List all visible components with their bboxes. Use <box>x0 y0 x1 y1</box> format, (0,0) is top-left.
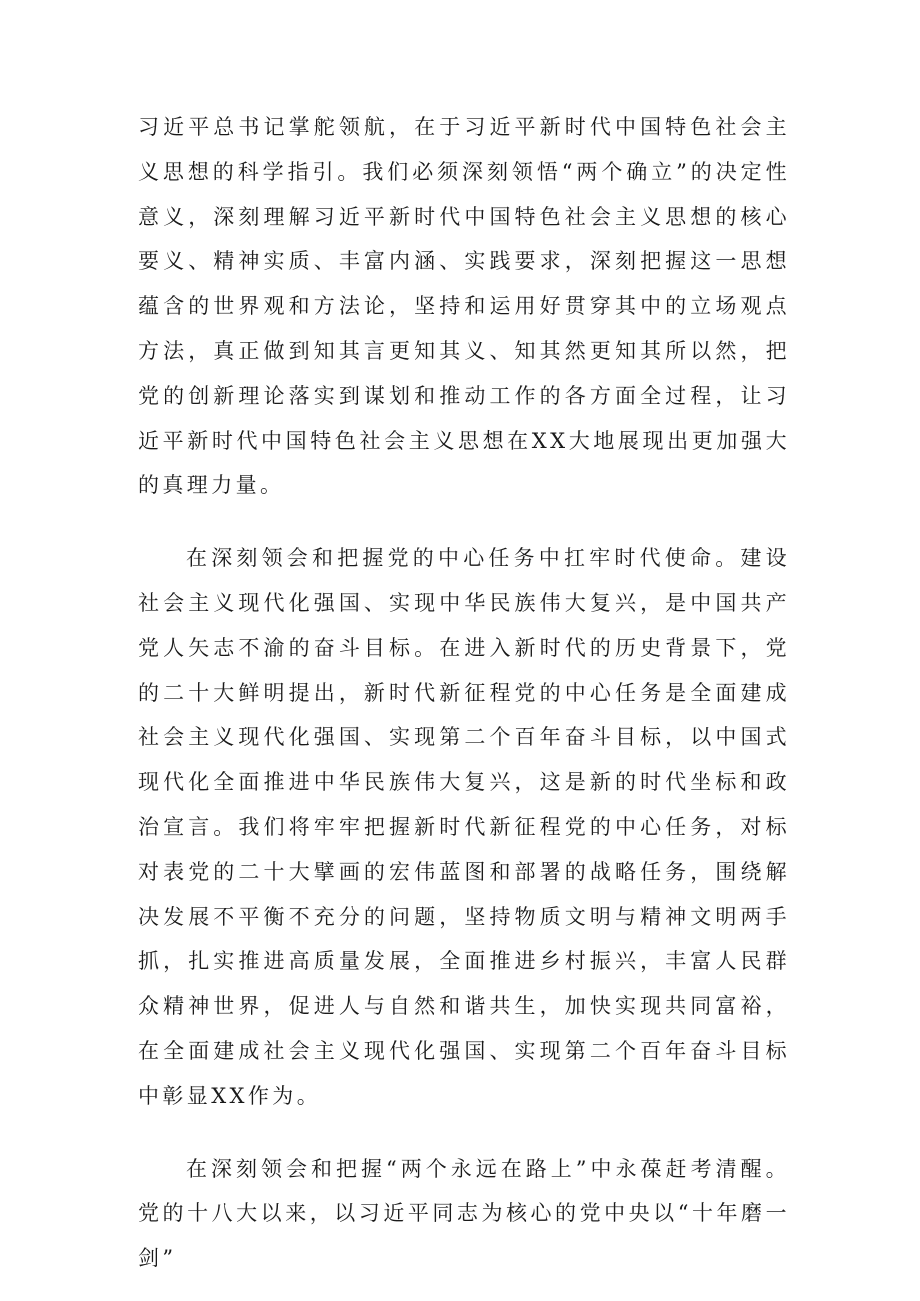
document-body <box>138 105 790 1281</box>
paragraph-1: 习近平总书记掌舵领航，在于习近平新时代中国特色社会主义思想的科学指引。我们必须深刻领悟“两个确立”的决定性意义，深刻理解习近平新时代中国特色社会主义思想的核心要义、精神实质、丰富内涵、实践要求，深刻把握这一思想蕴含的世界观和方法论，坚持和运用好贯穿其中的立场观点方法，真正做到知其言更知其义、知其然更知其所以然，把党的创新理论落实到谋划和推动工作的各方面全过程，让习近平新时代中国特色社会主义思想在XX大地展现出更加强大的真理力量。 <box>138 115 790 498</box>
paragraph-3: 在深刻领会和把握“两个永远在路上”中永葆赶考清醒。党的十八大以来，以习近平同志为核心的党中央以“十年磨一剑” <box>138 1156 790 1271</box>
paragraph-2: 在深刻领会和把握党的中心任务中扛牢时代使命。建设社会主义现代化强国、实现中华民族伟大复兴，是中国共产党人矢志不渝的奋斗目标。在进入新时代的历史背景下，党的二十大鲜明提出，新时代新征程党的中心任务是全面建成社会主义现代化强国、实现第二个百年奋斗目标，以中国式现代化全面推进中华民族伟大复兴，这是新的时代坐标和政治宣言。我们将牢牢把握新时代新征程党的中心任务，对标对表党的二十大擘画的宏伟蓝图和部署的战略任务，围绕解决发展不平衡不充分的问题，坚持物质文明与精神文明两手抓，扎实推进高质量发展，全面推进乡村振兴，丰富人民群众精神世界，促进人与自然和谐共生，加快实现共同富裕，在全面建成社会主义现代化强国、实现第二个百年奋斗目标中彰显XX作为。 <box>138 546 790 1108</box>
